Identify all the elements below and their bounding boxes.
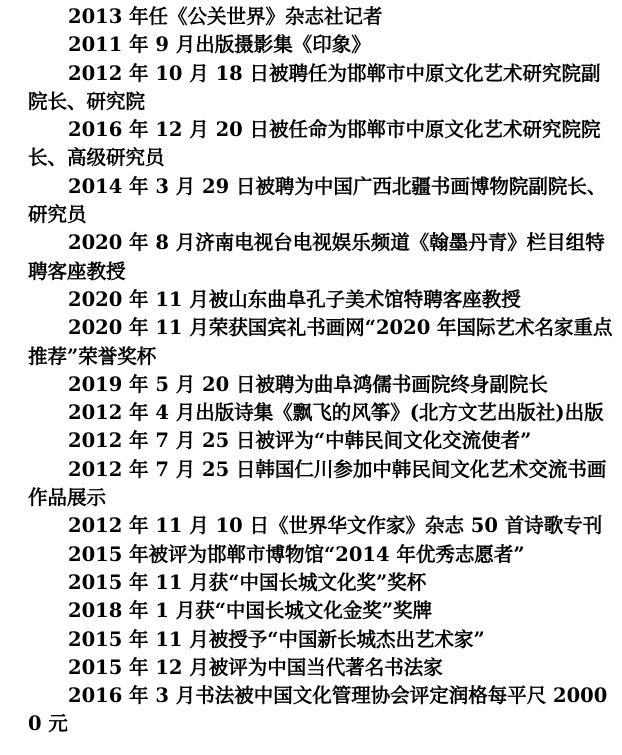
entry-2015-great-wall-award: 2015 年 11 月获“中国长城文化奖”奖杯 [68, 570, 427, 594]
entry-2011-photo-album: 2011 年 9 月出版摄影集《印象》 [68, 33, 371, 57]
entry-2020-jinan-tv: 2020 年 8 月济南电视台电视娱乐频道《翰墨丹青》栏目组特聘客座教授 [28, 231, 605, 283]
entry-2012-incheon-exhibition: 2012 年 7 月 25 日韩国仁川参加中韩民间文化艺术交流书画作品展示 [28, 457, 607, 510]
entry-2013-journalist: 2013 年任《公关世界》杂志社记者 [68, 5, 383, 28]
entry-2020-trophy: 2020 年 11 月荣获国宾礼书画网“2020 年国际艺术名家重点推荐”荣誉奖杯 [28, 316, 613, 368]
entry-2015-outstanding-artist: 2015 年 11 月被授予“中国新长城杰出艺术家” [68, 627, 485, 651]
entry-2016-president: 2016 年 12 月 20 日被任命为邯郸市中原文化艺术研究院院长、高级研究员 [28, 118, 601, 170]
entry-2019-hongru-academy: 2019 年 5 月 20 日被聘为曲阜鸿儒书画院终身副院长 [68, 372, 548, 396]
entry-2012-poetry-collection: 2012 年 4 月出版诗集《飘飞的风筝》(北方文艺出版社)出版 [68, 401, 604, 425]
entry-2014-beijiang-museum: 2014 年 3 月 29 日被聘为中国广西北疆书画博物院副院长、研究员 [28, 174, 607, 227]
entry-2020-confucius-museum: 2020 年 11 月被山东曲阜孔子美术馆特聘客座教授 [68, 287, 521, 311]
entry-2018-gold-award: 2018 年 1 月获“中国长城文化金奖”奖牌 [68, 599, 433, 623]
entry-2012-world-chinese-writers: 2012 年 11 月 10 日《世界华文作家》杂志 50 首诗歌专刊 [68, 514, 603, 538]
entry-2012-vice-president: 2012 年 10 月 18 日被聘任为邯郸市中原文化艺术研究院副院长、研究院 [28, 61, 601, 113]
entry-2012-ambassador: 2012 年 7 月 25 日被评为“中韩民间文化交流使者” [68, 429, 532, 453]
entry-2016-calligraphy-price: 2016 年 3 月书法被中国文化管理协会评定润格每平尺 20000 元 [28, 684, 608, 736]
entry-2015-volunteer: 2015 年被评为邯郸市博物馆“2014 年优秀志愿者” [68, 542, 525, 566]
entry-2015-famous-calligrapher: 2015 年 12 月被评为中国当代著名书法家 [68, 655, 443, 679]
